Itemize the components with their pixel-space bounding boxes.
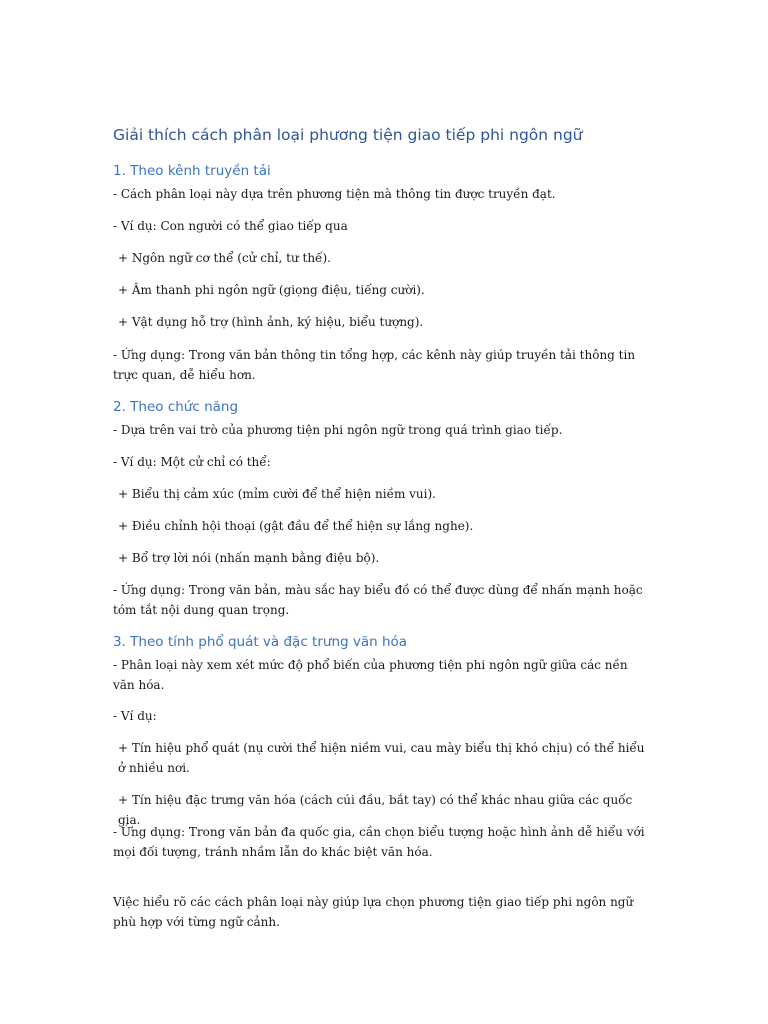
section-2-basis: - Dựa trên vai trò của phương tiện phi ngôn ngữ trong quá trình giao tiếp. [113, 423, 563, 437]
section-3-example-2: + Tín hiệu đặc trưng văn hóa (cách cúi đầu, bắt tay) có thể khác nhau giữa các quốc gia. [118, 793, 633, 827]
section-1-example-intro: - Ví dụ: Con người có thể giao tiếp qua [113, 219, 348, 233]
section-2-example-1: + Biểu thị cảm xúc (mỉm cười để thể hiện niềm vui). [118, 487, 436, 501]
section-1-application: - Ứng dụng: Trong văn bản thông tin tổng hợp, các kênh này giúp truyền tải thông tin trực quan, dễ hiểu hơn. [113, 348, 636, 382]
section-2-example-3: + Bổ trợ lời nói (nhấn mạnh bằng điệu bộ). [118, 551, 380, 565]
section-1-example-3: + Vật dụng hỗ trợ (hình ảnh, ký hiệu, biểu tượng). [118, 315, 424, 329]
section-3-application: - Ứng dụng: Trong văn bản đa quốc gia, cần chọn biểu tượng hoặc hình ảnh dễ hiểu với mọi đối tượng, tránh nhầm lẫn do khác biệt văn hóa. [113, 825, 645, 859]
section-1-example-1: + Ngôn ngữ cơ thể (cử chỉ, tư thế). [118, 251, 331, 265]
section-3-example-intro: - Ví dụ: [113, 709, 157, 723]
section-heading-1: 1. Theo kênh truyền tải [113, 163, 271, 179]
section-2-example-2: + Điều chỉnh hội thoại (gật đầu để thể hiện sự lắng nghe). [118, 519, 474, 533]
section-2-example-intro: - Ví dụ: Một cử chỉ có thể: [113, 455, 271, 469]
section-1-basis: - Cách phân loại này dựa trên phương tiện mà thông tin được truyền đạt. [113, 187, 556, 201]
section-3-basis: - Phân loại này xem xét mức độ phổ biến của phương tiện phi ngôn ngữ giữa các nền văn hóa. [113, 658, 628, 692]
section-2-application: - Ứng dụng: Trong văn bản, màu sắc hay biểu đồ có thể được dùng để nhấn mạnh hoặc tóm tắt nội dung quan trọng. [113, 583, 643, 617]
conclusion-paragraph: Việc hiểu rõ các cách phân loại này giúp lựa chọn phương tiện giao tiếp phi ngôn ngữ phù hợp với từng ngữ cảnh. [113, 895, 634, 929]
section-heading-3: 3. Theo tính phổ quát và đặc trưng văn hóa [113, 634, 408, 650]
section-1-example-2: + Âm thanh phi ngôn ngữ (giọng điệu, tiếng cười). [118, 283, 425, 297]
document-title: Giải thích cách phân loại phương tiện giao tiếp phi ngôn ngữ [113, 126, 583, 144]
section-3-example-1: + Tín hiệu phổ quát (nụ cười thể hiện niềm vui, cau mày biểu thị khó chịu) có thể hiểu ở nhiều nơi. [118, 741, 645, 775]
section-heading-2: 2. Theo chức năng [113, 399, 239, 415]
